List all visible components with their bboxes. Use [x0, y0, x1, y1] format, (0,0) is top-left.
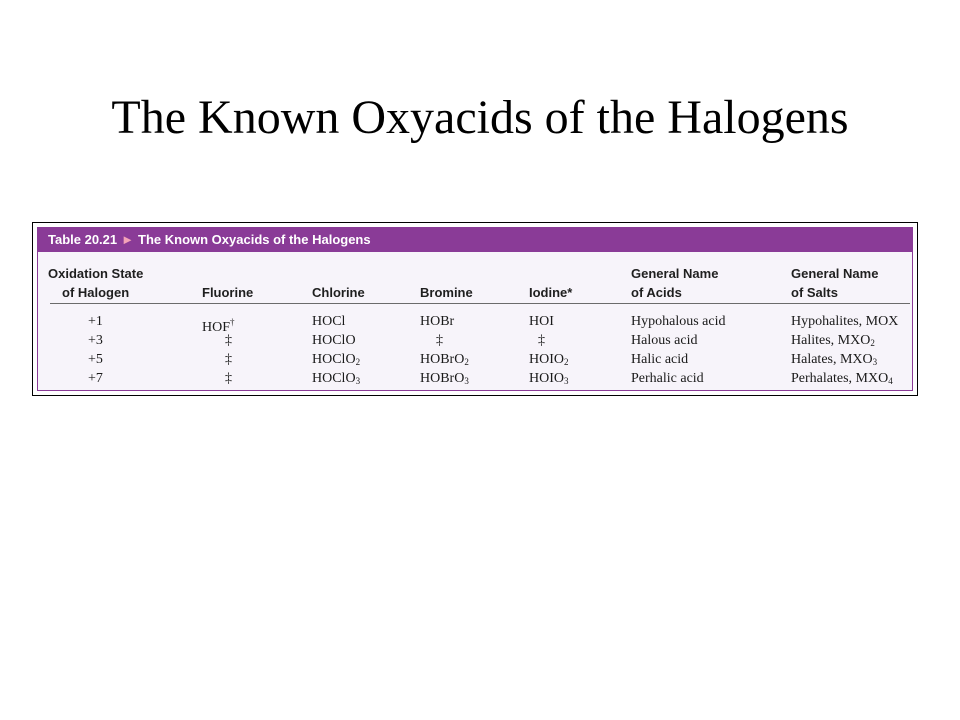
header-salts-line2: of Salts	[791, 285, 838, 300]
cell-acid	[631, 351, 688, 369]
caption-arrow-icon: ►	[121, 232, 135, 247]
cell-salt-text: Halates, MXO	[791, 352, 873, 367]
cell-fluorine	[225, 332, 232, 350]
cell-salt-text: Halites, MXO	[791, 333, 871, 348]
cell-acid-text: Halic acid	[631, 352, 689, 367]
cell-iodine-text: ‡	[538, 333, 545, 348]
cell-fluorine	[225, 370, 232, 388]
cell-salt	[791, 351, 877, 371]
cell-chlorine-text: HOCl	[312, 314, 346, 329]
cell-bromine-text: HOBr	[420, 314, 455, 329]
cell-state-text: +3	[88, 333, 103, 348]
header-salts-line1: General Name	[791, 266, 879, 281]
cell-state-text: +5	[88, 352, 103, 367]
subscript: 3	[564, 376, 569, 386]
header-salts	[791, 264, 878, 302]
cell-state-text: +1	[88, 314, 103, 329]
cell-state-text: +7	[88, 371, 103, 386]
cell-fluorine-text: HOF	[202, 320, 231, 335]
subscript: 3	[355, 376, 361, 386]
cell-acid-text: Halous acid	[631, 333, 698, 348]
header-chlorine: Chlorine	[312, 285, 365, 300]
cell-chlorine	[312, 313, 345, 331]
cell-fluorine-text: ‡	[225, 333, 232, 348]
cell-iodine	[538, 332, 545, 350]
header-oxidation-line2: of Halogen	[62, 285, 130, 300]
cell-fluorine-text: ‡	[225, 352, 232, 367]
cell-chlorine-text: HOClO	[312, 352, 356, 367]
cell-fluorine-text: ‡	[225, 371, 232, 386]
cell-acid	[631, 370, 704, 388]
cell-bromine	[436, 332, 443, 350]
subscript: 2	[870, 338, 875, 348]
cell-iodine	[529, 370, 569, 390]
slide-title: The Known Oxyacids of the Halogens	[111, 91, 849, 144]
cell-acid-text: Hypohalous acid	[631, 314, 726, 329]
cell-bromine	[420, 351, 469, 371]
table-caption-title: The Known Oxyacids of the Halogens	[138, 232, 371, 247]
header-acids-line2: of Acids	[631, 285, 682, 300]
cell-iodine	[529, 351, 569, 371]
cell-state	[88, 370, 103, 388]
cell-salt	[791, 332, 875, 352]
subscript: 2	[355, 357, 361, 367]
header-oxidation-state	[48, 264, 143, 302]
cell-salt-text: Hypohalites, MOX	[791, 314, 899, 329]
table-caption	[38, 228, 912, 252]
cell-chlorine-text: HOClO	[312, 371, 356, 386]
cell-chlorine-text: HOClO	[312, 333, 356, 348]
cell-iodine-text: HOIO	[529, 352, 564, 367]
cell-iodine-text: HOI	[529, 314, 554, 329]
subscript: 3	[872, 357, 878, 367]
subscript: 3	[464, 376, 469, 386]
cell-fluorine	[225, 351, 232, 369]
cell-iodine	[529, 313, 554, 331]
superscript-mark: †	[230, 317, 235, 327]
cell-state	[88, 351, 103, 369]
header-acids	[631, 264, 718, 302]
cell-salt	[791, 370, 893, 390]
cell-chlorine	[312, 332, 356, 350]
header-oxidation-line1: Oxidation State	[48, 266, 144, 281]
cell-bromine-text: HOBrO	[420, 352, 465, 367]
table-frame	[32, 222, 918, 396]
header-divider	[50, 303, 910, 304]
cell-bromine-text: ‡	[436, 333, 443, 348]
cell-salt-text: Perhalates, MXO	[791, 371, 889, 386]
cell-chlorine	[312, 370, 360, 390]
cell-bromine	[420, 313, 454, 331]
header-acids-line1: General Name	[631, 266, 719, 281]
cell-acid	[631, 332, 697, 350]
cell-chlorine	[312, 351, 360, 371]
oxyacids-table	[37, 227, 913, 391]
header-fluorine: Fluorine	[202, 285, 254, 300]
table-number: Table 20.21	[48, 232, 118, 247]
subscript: 4	[888, 376, 893, 386]
cell-bromine	[420, 370, 469, 390]
header-iodine: Iodine*	[529, 285, 573, 300]
cell-bromine-text: HOBrO	[420, 371, 465, 386]
cell-salt	[791, 313, 898, 331]
subscript: 2	[564, 357, 569, 367]
header-bromine: Bromine	[420, 285, 473, 300]
cell-state	[88, 313, 103, 331]
cell-state	[88, 332, 103, 350]
cell-iodine-text: HOIO	[529, 371, 564, 386]
cell-acid-text: Perhalic acid	[631, 371, 704, 386]
cell-acid	[631, 313, 725, 331]
subscript: 2	[464, 357, 469, 367]
